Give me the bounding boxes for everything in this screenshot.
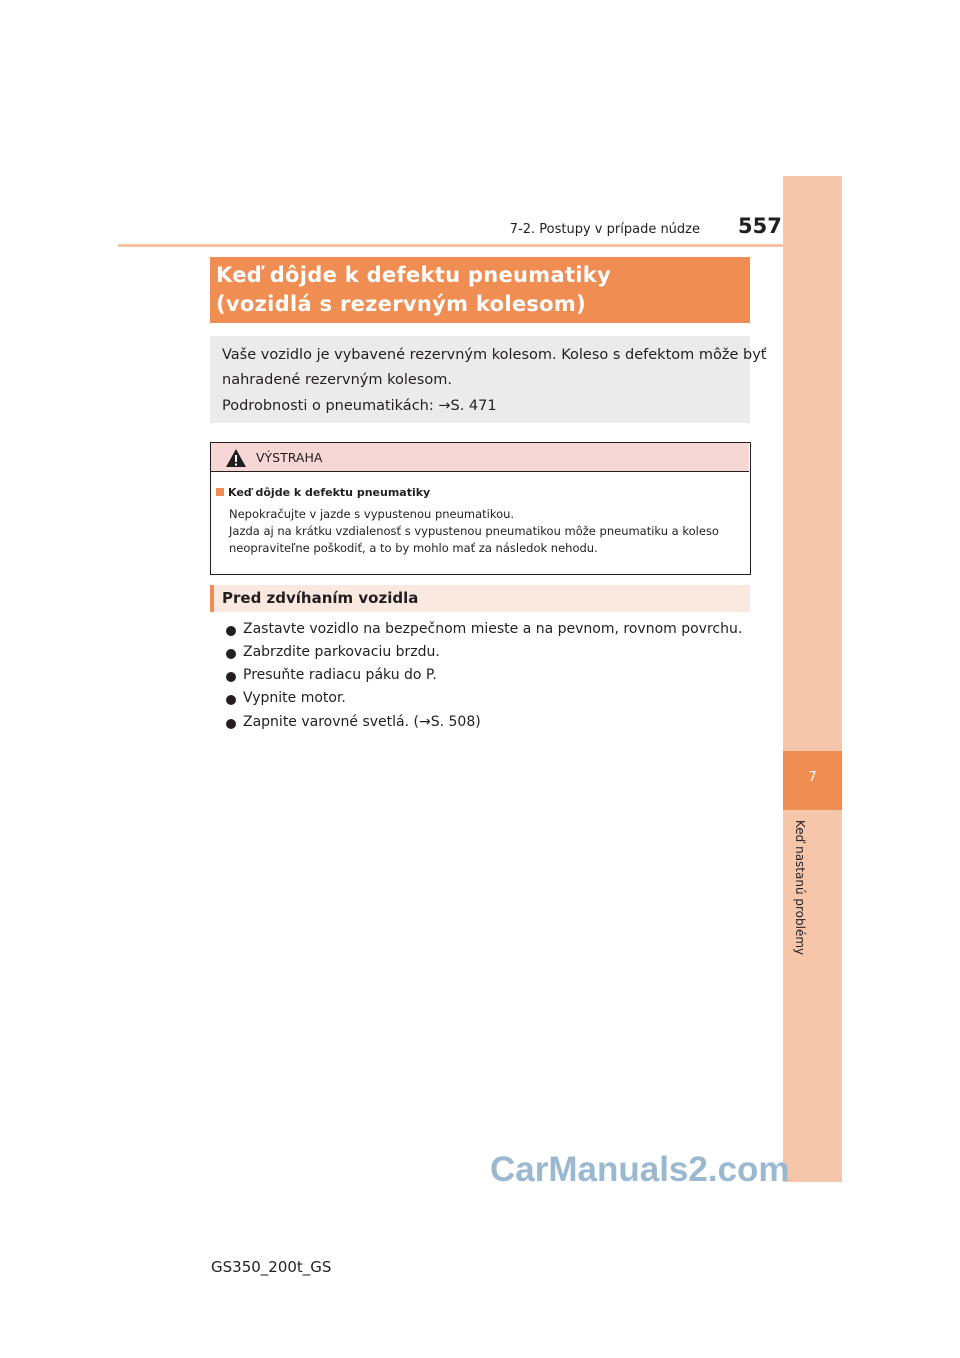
bullet-icon <box>226 695 236 705</box>
chapter-side-tab <box>783 176 842 1182</box>
bullet-icon <box>226 626 236 636</box>
header-rule <box>118 244 842 247</box>
intro-line-1: Vaše vozidlo je vybavené rezervným kolesom. Koleso s defektom môže byť <box>222 347 767 363</box>
warning-triangle-icon <box>225 448 247 468</box>
warning-text-line: neopraviteľne poškodiť, a to by mohlo mať za následok nehodu. <box>229 541 598 555</box>
chapter-number: 7 <box>808 770 817 785</box>
page-number: 557 <box>738 214 782 238</box>
list-item: Vypnite motor. <box>243 690 346 706</box>
list-item: Zabrzdite parkovaciu brzdu. <box>243 644 440 660</box>
watermark: CarManuals2.com <box>490 1150 790 1189</box>
bullet-icon <box>226 672 236 682</box>
section-title: Pred zdvíhaním vozidla <box>222 589 419 607</box>
chapter-title: Keď nastanú problémy <box>793 820 807 956</box>
list-item: Zastavte vozidlo na bezpečnom mieste a na pevnom, rovnom povrchu. <box>243 621 743 637</box>
list-item[interactable]: Zapnite varovné svetlá. (→S. 508) <box>243 714 481 730</box>
square-bullet-icon <box>216 488 224 496</box>
warning-subtitle: Keď dôjde k defektu pneumatiky <box>228 486 431 499</box>
warning-text-line: Nepokračujte v jazde s vypustenou pneumatikou. <box>229 507 515 521</box>
header-section-title: 7-2. Postupy v prípade núdze <box>509 222 700 237</box>
page-title-line-1: Keď dôjde k defektu pneumatiky <box>216 263 612 287</box>
warning-label: VÝSTRAHA <box>256 450 323 465</box>
list-item: Presuňte radiacu páku do P. <box>243 667 437 683</box>
intro-line-2: nahradené rezervným kolesom. <box>222 372 452 388</box>
footer-model-code: GS350_200t_GS <box>211 1258 332 1276</box>
section-header-accent <box>210 585 214 612</box>
warning-text-line: Jazda aj na krátku vzdialenosť s vypustenou pneumatikou môže pneumatiku a koleso <box>229 524 719 538</box>
intro-reference-link[interactable]: Podrobnosti o pneumatikách: →S. 471 <box>222 398 497 414</box>
page-title-line-2: (vozidlá s rezervným kolesom) <box>216 292 586 316</box>
bullet-icon <box>226 719 236 729</box>
bullet-icon <box>226 649 236 659</box>
